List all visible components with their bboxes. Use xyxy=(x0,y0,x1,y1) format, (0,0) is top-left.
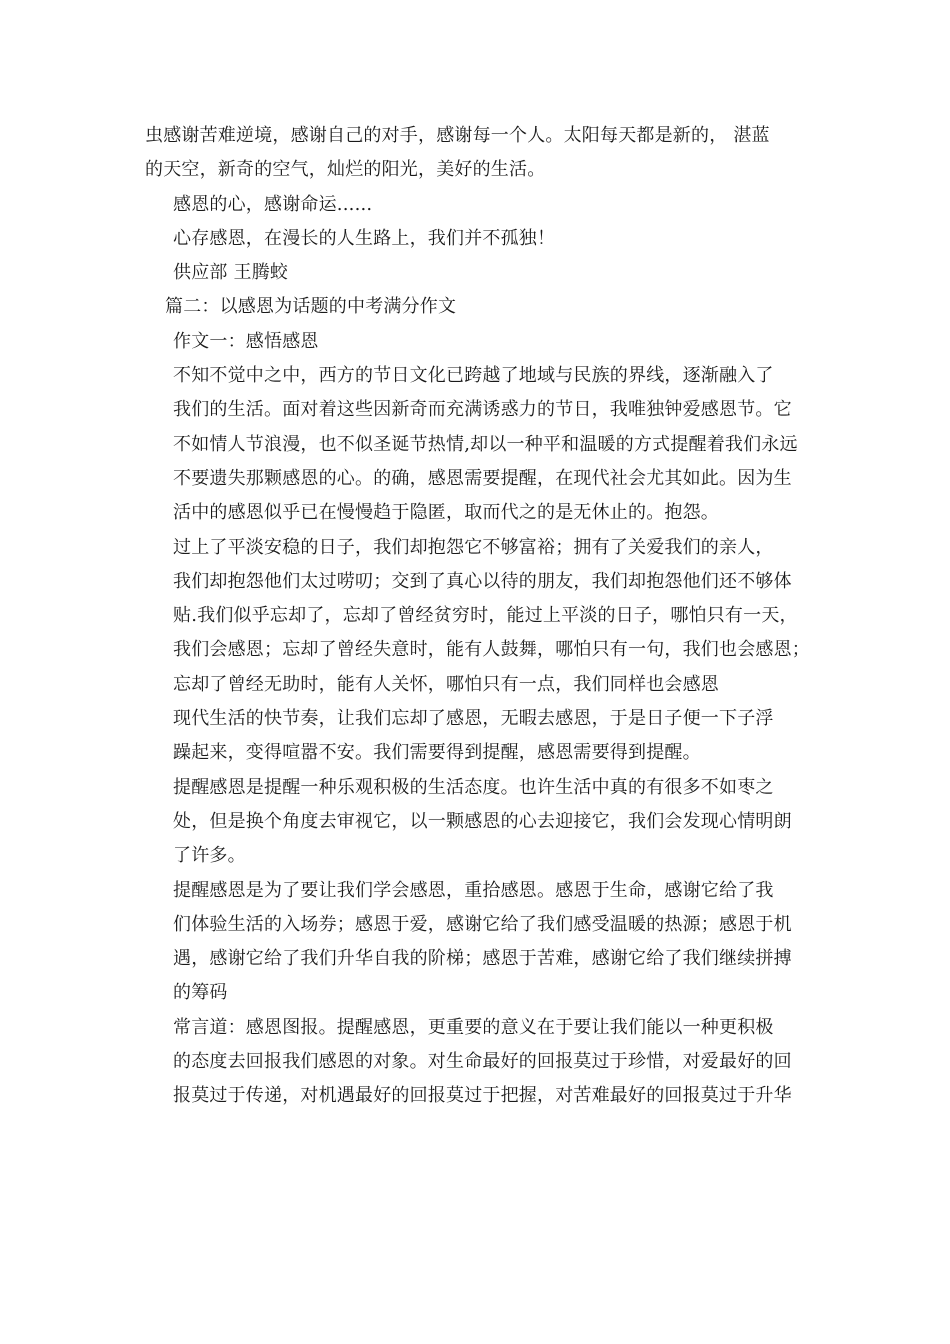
text-line: 虫感谢苦难逆境，感谢自己的对手，感谢每一个人。太阳每天都是新的， 湛蓝 xyxy=(145,125,770,146)
text-line: 不知不觉中之中，西方的节日文化已跨越了地域与民族的界线，逐渐融入了 xyxy=(173,365,774,387)
text-line: 作文一：感悟感恩 xyxy=(173,330,319,352)
text-line: 的态度去回报我们感恩的对象。对生命最好的回报莫过于珍惜，对爱最好的回 xyxy=(173,1051,792,1073)
text-line: 我们却抱怨他们太过唠叨；交到了真心以待的朋友，我们却抱怨他们还不够体 xyxy=(173,570,792,592)
paragraph xyxy=(145,874,805,1011)
paragraph xyxy=(145,771,805,874)
text-line: 的筹码 xyxy=(173,982,228,1004)
text-line: 处，但是换个角度去审视它，以一颗感恩的心去迎接它，我们会发现心情明朗 xyxy=(173,810,792,832)
text-line: 提醒感恩是为了要让我们学会感恩，重拾感恩。感恩于生命，感谢它给了我 xyxy=(173,879,774,901)
text-line: 贴.我们似乎忘却了，忘却了曾经贫穷时，能过上平淡的日子，哪怕只有一天， xyxy=(173,605,798,627)
text-line: 提醒感恩是提醒一种乐观积极的生活态度。也许生活中真的有很多不如枣之 xyxy=(173,776,774,798)
paragraph xyxy=(145,702,805,771)
text-line: 不要遗失那颗感恩的心。的确，感恩需要提醒，在现代社会尤其如此。因为生 xyxy=(173,467,792,489)
text-line: 我们的生活。面对着这些因新奇而充满诱惑力的节日，我唯独钟爱感恩节。它 xyxy=(173,399,792,421)
text-line: 现代生活的快节奏，让我们忘却了感恩，无暇去感恩，于是日子便一下子浮 xyxy=(173,708,774,730)
paragraph xyxy=(145,1011,805,1114)
document-page xyxy=(145,119,810,1114)
text-line: 躁起来，变得喧嚣不安。我们需要得到提醒，感恩需要得到提醒。 xyxy=(173,742,701,764)
paragraph xyxy=(145,325,805,359)
text-line: 过上了平淡安稳的日子，我们却抱怨它不够富裕；拥有了关爱我们的亲人， xyxy=(173,536,774,558)
text-line: 常言道：感恩图报。提醒感恩，更重要的意义在于要让我们能以一种更积极 xyxy=(173,1016,774,1038)
paragraph xyxy=(145,359,805,530)
text-line: 活中的感恩似乎已在慢慢趋于隐匿，取而代之的是无休止的。抱怨。 xyxy=(173,502,719,524)
paragraph xyxy=(145,188,805,222)
text-line: 报莫过于传递，对机遇最好的回报莫过于把握，对苦难最好的回报莫过于升华 xyxy=(173,1085,792,1107)
text-line: 的天空，新奇的空气，灿烂的阳光，美好的生活。 xyxy=(145,159,546,181)
text-line: 了许多。 xyxy=(173,845,246,867)
text-line: 感恩的心，感谢命运...... xyxy=(173,193,373,215)
text-line: 不如情人节浪漫，也不似圣诞节热情,却以一种平和温暖的方式提醒着我们永远 xyxy=(173,433,798,455)
paragraph xyxy=(145,119,805,188)
paragraph xyxy=(145,531,810,702)
text-line: 供应部 王腾蛟 xyxy=(173,262,289,284)
text-line: 心存感恩，在漫长的人生路上，我们并不孤独！ xyxy=(173,227,556,249)
paragraph xyxy=(145,256,805,290)
text-line: 遇，感谢它给了我们升华自我的阶梯；感恩于苦难，感谢它给了我们继续拼搏 xyxy=(173,948,792,970)
text-line: 篇二：以感恩为话题的中考满分作文 xyxy=(165,296,457,318)
paragraph xyxy=(145,290,805,324)
text-line: 我们会感恩；忘却了曾经失意时，能有人鼓舞，哪怕只有一句，我们也会感恩； xyxy=(173,639,810,661)
paragraph xyxy=(145,222,805,256)
text-line: 们体验生活的入场券；感恩于爱，感谢它给了我们感受温暖的热源；感恩于机 xyxy=(173,913,792,935)
text-line: 忘却了曾经无助时，能有人关怀，哪怕只有一点，我们同样也会感恩 xyxy=(173,673,719,695)
